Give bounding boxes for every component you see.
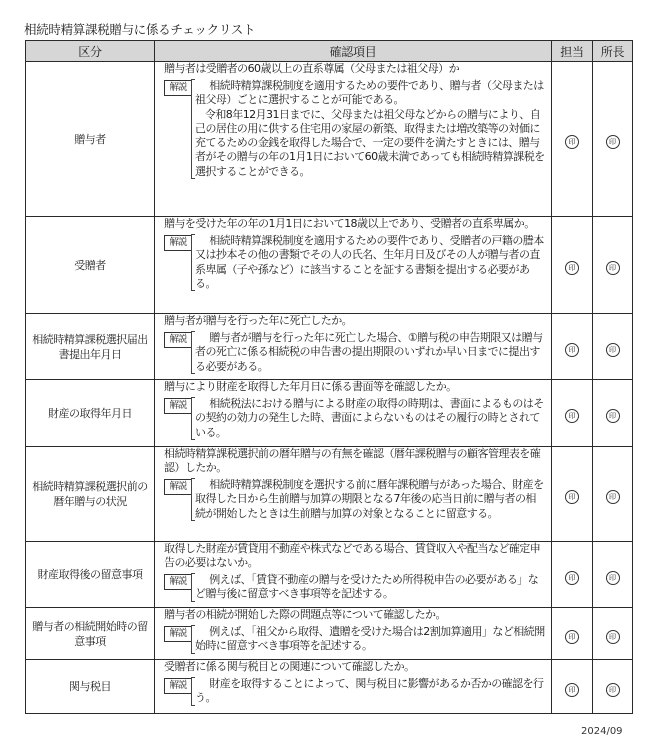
table-row bbox=[26, 660, 633, 714]
row-question: 贈与を受けた年の年の1月1日において18歳以上であり、受贈者の直系卑属か。 bbox=[164, 217, 535, 230]
row-explanation: 相続時精算課税制度を選択する前に暦年課税贈与があった場合、財産を取得した日から生前贈与加算の期限となる7年後の応当日前に贈与者の相続が開始したときは生前贈与加算の対象となることに留意する。 bbox=[195, 478, 544, 520]
kaisetsu-badge: 解説 bbox=[164, 80, 192, 96]
seal-icon: 印 bbox=[606, 343, 620, 357]
explanation-box bbox=[163, 331, 545, 374]
row-question: 相続時精算課税選択前の暦年贈与の有無を確認（暦年課税贈与の顧客管理表を確認）したか。 bbox=[164, 447, 541, 474]
tanto-seal-cell[interactable] bbox=[552, 608, 593, 660]
explanation-box bbox=[163, 573, 545, 602]
row-explanation: 例えば、「賃貸不動産の贈与を受けたため所得税申告の必要がある」など贈与後に留意すべき事項等を記述する。 bbox=[195, 573, 539, 601]
seal-icon: 印 bbox=[565, 343, 579, 357]
row-explanation: 例えば、「祖父から取得、遺贈を受けた場合は2割加算適用」など相続開始時に留意すべき事項等を記述する。 bbox=[195, 625, 545, 653]
row-category: 関与税目 bbox=[26, 660, 155, 714]
page-title: 相続時精算課税贈与に係るチェックリスト bbox=[24, 22, 256, 37]
shocho-seal-cell[interactable] bbox=[593, 608, 633, 660]
seal-icon: 印 bbox=[565, 490, 579, 504]
shocho-seal-cell[interactable] bbox=[593, 447, 633, 542]
row-explanation: 贈与者が贈与を行った年に死亡した場合、①贈与税の申告期限又は贈与者の死亡に係る相続税の申告書の提出期限のいずれか早い日までに提出する必要がある。 bbox=[195, 331, 543, 373]
tanto-seal-cell[interactable] bbox=[552, 542, 593, 608]
explanation-box bbox=[163, 79, 545, 179]
row-question: 受贈者に係る関与税目との関連について確認したか。 bbox=[164, 660, 415, 673]
table-row bbox=[26, 314, 633, 380]
seal-icon: 印 bbox=[565, 630, 579, 644]
row-item bbox=[155, 314, 552, 380]
row-explanation: 相続時精算課税制度を適用するための要件であり、受贈者の戸籍の謄本又は抄本その他の書類でその人の氏名、生年月日及びその人が贈与者の直系卑属（子や孫など）に該当することを証する書類を提出する必要がある。 bbox=[195, 234, 544, 290]
row-explanation: 財産を取得することによって、関与税目に影響があるか否かの確認を行う。 bbox=[195, 677, 544, 705]
seal-icon: 印 bbox=[606, 261, 620, 275]
row-question: 贈与者の相続が開始した際の問題点等について確認したか。 bbox=[164, 608, 446, 621]
row-category: 相続時精算課税選択前の暦年贈与の状況 bbox=[26, 447, 155, 542]
table-row bbox=[26, 62, 633, 217]
explanation-box bbox=[163, 234, 545, 291]
seal-icon: 印 bbox=[565, 571, 579, 585]
row-item bbox=[155, 608, 552, 660]
shocho-seal-cell[interactable] bbox=[593, 542, 633, 608]
kaisetsu-badge: 解説 bbox=[164, 626, 192, 642]
seal-icon: 印 bbox=[606, 683, 620, 697]
header-shocho: 所長 bbox=[593, 41, 633, 62]
header-tanto: 担当 bbox=[552, 41, 593, 62]
row-explanation-2: 令和8年12月31日までに、父母または祖父母などからの贈与により、自己の居住の用に供する住宅用の家屋の新築、取得または増改築等の対価に充てるための金銭を取得した場合で、一定の要件を満たすときには、贈与者がその贈与の年の1月1日において60歳未満であっても相続時精算課税を選択することができる。 bbox=[195, 107, 545, 178]
tanto-seal-cell[interactable] bbox=[552, 380, 593, 447]
table-row bbox=[26, 447, 633, 542]
kaisetsu-badge: 解説 bbox=[164, 574, 192, 590]
seal-icon: 印 bbox=[565, 683, 579, 697]
row-item bbox=[155, 660, 552, 714]
explanation-box bbox=[163, 478, 545, 521]
row-category: 贈与者の相続開始時の留意事項 bbox=[26, 608, 155, 660]
seal-icon: 印 bbox=[606, 135, 620, 149]
shocho-seal-cell[interactable] bbox=[593, 217, 633, 314]
row-question: 取得した財産が賃貸用不動産や株式などである場合、賃貸収入や配当など確定申告の必要はないか。 bbox=[164, 542, 541, 569]
seal-icon: 印 bbox=[606, 409, 620, 423]
table-row bbox=[26, 608, 633, 660]
row-category: 財産の取得年月日 bbox=[26, 380, 155, 447]
shocho-seal-cell[interactable] bbox=[593, 380, 633, 447]
row-item bbox=[155, 380, 552, 447]
row-category: 相続時精算課税選択届出書提出年月日 bbox=[26, 314, 155, 380]
kaisetsu-badge: 解説 bbox=[164, 678, 192, 694]
header-category: 区分 bbox=[26, 41, 155, 62]
row-category: 財産取得後の留意事項 bbox=[26, 542, 155, 608]
seal-icon: 印 bbox=[606, 571, 620, 585]
seal-icon: 印 bbox=[565, 135, 579, 149]
shocho-seal-cell[interactable] bbox=[593, 62, 633, 217]
tanto-seal-cell[interactable] bbox=[552, 62, 593, 217]
row-explanation: 相続税法における贈与による財産の取得の時期は、書面によるものはその契約の効力の発生した時、書面によらないものはその履行の時とされている。 bbox=[195, 397, 544, 439]
row-question: 贈与により財産を取得した年月日に係る書面等を確認したか。 bbox=[164, 380, 457, 393]
tanto-seal-cell[interactable] bbox=[552, 314, 593, 380]
kaisetsu-badge: 解説 bbox=[164, 479, 192, 495]
seal-icon: 印 bbox=[606, 490, 620, 504]
seal-icon: 印 bbox=[565, 409, 579, 423]
row-item bbox=[155, 217, 552, 314]
header-row bbox=[26, 41, 633, 62]
kaisetsu-badge: 解説 bbox=[164, 235, 192, 251]
row-category: 贈与者 bbox=[26, 62, 155, 217]
row-explanation: 相続時精算課税制度を適用するための要件であり、贈与者（父母または祖父母）ごとに選択することが可能である。 bbox=[195, 79, 544, 107]
tanto-seal-cell[interactable] bbox=[552, 660, 593, 714]
revision-date: 2024/09 bbox=[581, 726, 623, 737]
table-row bbox=[26, 542, 633, 608]
kaisetsu-badge: 解説 bbox=[164, 398, 192, 414]
table-row bbox=[26, 380, 633, 447]
kaisetsu-badge: 解説 bbox=[164, 332, 192, 348]
checklist-table bbox=[25, 40, 633, 714]
seal-icon: 印 bbox=[565, 261, 579, 275]
row-question: 贈与者は受贈者の60歳以上の直系尊属（父母または祖父母）か bbox=[164, 62, 460, 75]
explanation-box bbox=[163, 397, 545, 440]
explanation-box bbox=[163, 625, 545, 654]
seal-icon: 印 bbox=[606, 630, 620, 644]
table-row bbox=[26, 217, 633, 314]
shocho-seal-cell[interactable] bbox=[593, 314, 633, 380]
header-item: 確認項目 bbox=[155, 41, 552, 62]
row-question: 贈与者が贈与を行った年に死亡したか。 bbox=[164, 314, 353, 327]
row-item bbox=[155, 542, 552, 608]
shocho-seal-cell[interactable] bbox=[593, 660, 633, 714]
explanation-box bbox=[163, 677, 545, 706]
tanto-seal-cell[interactable] bbox=[552, 217, 593, 314]
row-item bbox=[155, 62, 552, 217]
row-category: 受贈者 bbox=[26, 217, 155, 314]
row-item bbox=[155, 447, 552, 542]
tanto-seal-cell[interactable] bbox=[552, 447, 593, 542]
